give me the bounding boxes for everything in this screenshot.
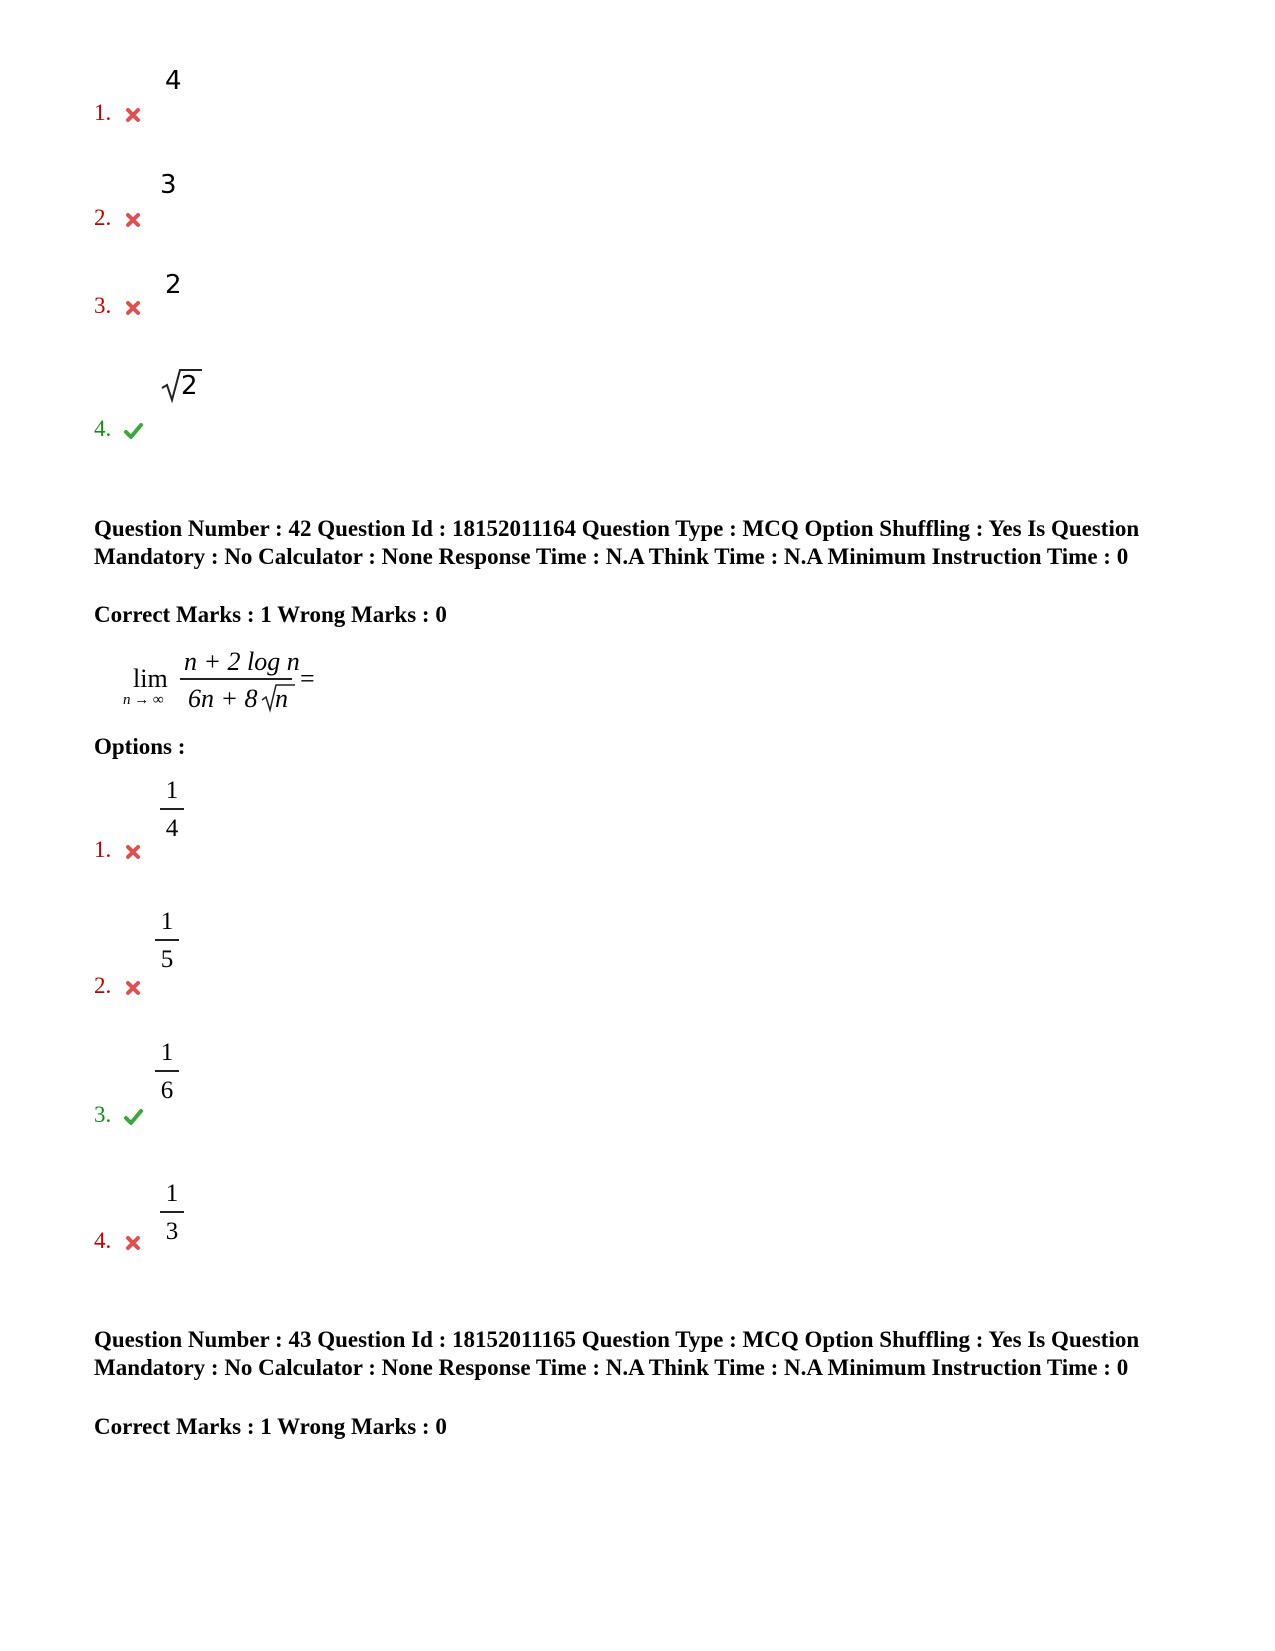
equation-denominator-prefix: 6n + 8 [188,684,258,713]
q41-option-1-value: 4 [165,66,182,96]
equation-equals: = [300,664,315,693]
q41-option-2-number: 2. [94,205,112,230]
fraction-bar [160,1211,184,1213]
equation-numerator: n + 2 log n [184,647,300,676]
q42-option-1 [94,838,143,862]
q41-option-4-number: 4. [94,416,112,441]
cross-icon [123,105,143,125]
q41-option-3-value: 2 [165,270,182,300]
q42-option-2-value [155,909,179,972]
fraction-numerator: 1 [160,908,174,935]
q42-option-4 [94,1229,143,1253]
q41-option-3 [94,294,143,318]
equation-subscript: n → ∞ [123,692,164,708]
q42-option-1-number: 1. [94,837,112,862]
equation-fraction-bar [180,678,292,680]
q42-equation [118,644,338,716]
q42-option-4-value [160,1181,184,1244]
q41-option-1 [94,101,143,125]
fraction-bar [155,939,179,941]
fraction-denominator: 3 [165,1218,179,1245]
q42-options-label: Options : [94,734,186,759]
equation-denominator-radicand: n [275,684,288,713]
q41-option-1-number: 1. [94,100,112,125]
fraction-bar [160,808,184,810]
q42-meta: Question Number : 42 Question Id : 18152011164 Question Type : MCQ Option Shuffling : Yes Is Question Mandatory : No Calculator : None Response Time : N.A Think Time : N.A Minimum Instruction Time : 0 [94,516,1140,569]
cross-icon [123,978,143,998]
q41-option-3-number: 3. [94,293,112,318]
q42-option-2 [94,974,143,998]
q41-option-2 [94,206,143,230]
q42-option-3-value [155,1040,179,1103]
fraction-numerator: 1 [160,1039,174,1066]
fraction-numerator: 1 [165,1180,179,1207]
q41-option-2-value: 3 [160,170,177,200]
q42-option-4-number: 4. [94,1228,112,1253]
cross-icon [123,1233,143,1253]
q43-meta: Question Number : 43 Question Id : 18152011165 Question Type : MCQ Option Shuffling : Yes Is Question Mandatory : No Calculator : None Response Time : N.A Think Time : N.A Minimum Instruction Time : 0 [94,1327,1140,1380]
fraction-denominator: 4 [165,815,179,842]
check-icon [123,421,143,441]
q42-option-2-number: 2. [94,973,112,998]
q41-option-4-value [160,366,204,406]
cross-icon [123,210,143,230]
fraction-denominator: 5 [160,946,174,973]
q42-option-1-value [160,778,184,841]
q42-option-3-number: 3. [94,1102,112,1127]
equation-lim: lim [133,664,168,693]
cross-icon [123,842,143,862]
fraction-numerator: 1 [165,777,179,804]
q42-marks: Correct Marks : 1 Wrong Marks : 0 [94,602,447,627]
q43-marks: Correct Marks : 1 Wrong Marks : 0 [94,1414,447,1439]
q42-option-3 [94,1103,143,1127]
fraction-bar [155,1070,179,1072]
cross-icon [123,298,143,318]
check-icon [123,1107,143,1127]
q41-option-4 [94,417,143,441]
fraction-denominator: 6 [160,1077,174,1104]
q41-option-4-radicand: 2 [181,371,198,401]
